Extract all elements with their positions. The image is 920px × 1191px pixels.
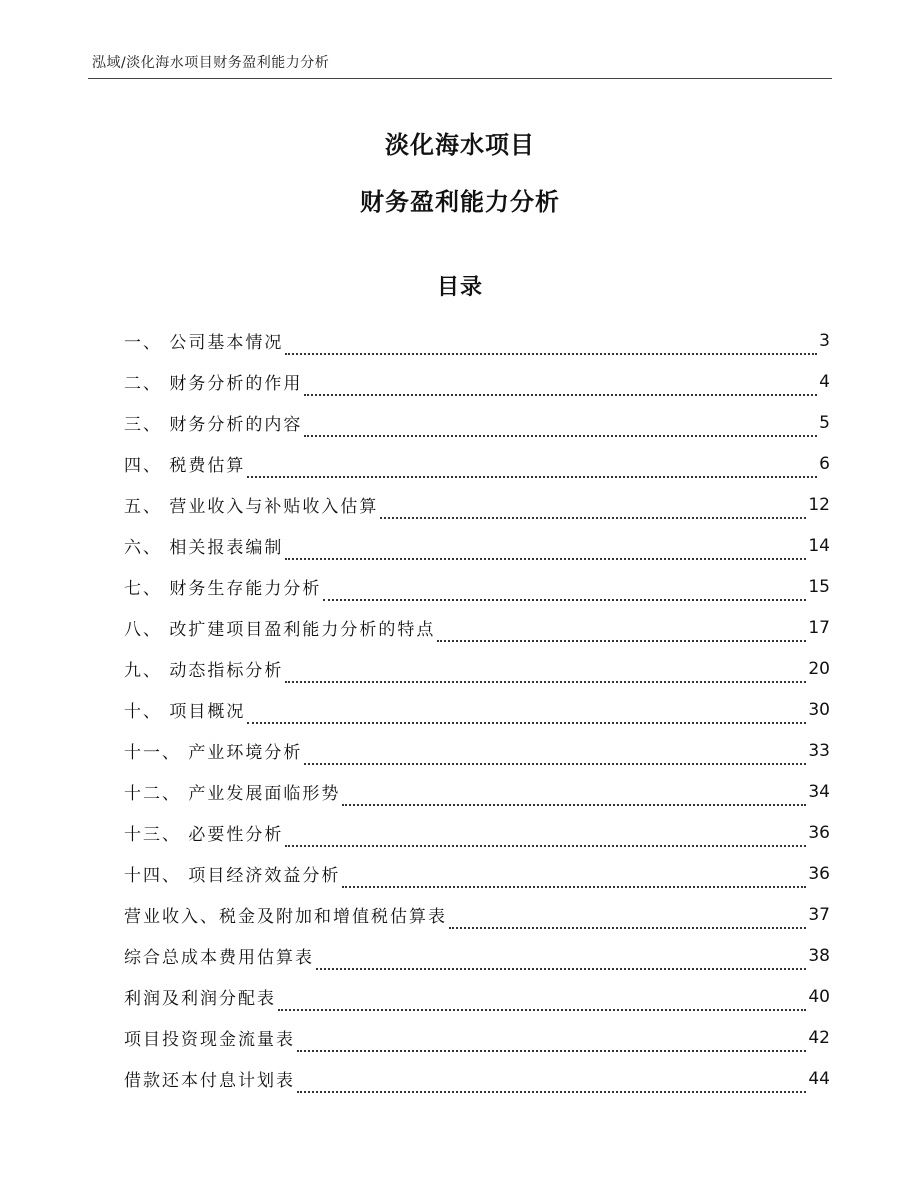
document-title-line-2: 财务盈利能力分析	[360, 188, 560, 216]
toc-entry[interactable]	[124, 525, 830, 566]
header-divider	[88, 78, 832, 79]
toc-dot-leader	[297, 1074, 806, 1093]
toc-entry-page-number: 36	[808, 863, 830, 884]
toc-entry-title: 营业收入、税金及附加和增值税估算表	[124, 907, 447, 927]
toc-entry[interactable]	[124, 443, 830, 484]
toc-entry-page-number: 33	[808, 740, 830, 761]
toc-entry[interactable]	[124, 853, 830, 894]
toc-entry-title: 三、 财务分析的内容	[124, 415, 303, 435]
toc-entry-page-number: 38	[808, 945, 830, 966]
toc-dot-leader	[380, 500, 806, 519]
toc-dot-leader	[285, 541, 806, 560]
toc-entry-page-number: 17	[808, 617, 830, 638]
toc-entry-page-number: 30	[808, 699, 830, 720]
toc-entry[interactable]	[124, 689, 830, 730]
toc-entry[interactable]	[124, 402, 830, 443]
toc-dot-leader	[297, 1033, 806, 1052]
toc-entry-title: 十二、 产业发展面临形势	[124, 784, 341, 804]
toc-entry-page-number: 14	[808, 535, 830, 556]
toc-entry-page-number: 36	[808, 822, 830, 843]
toc-dot-leader	[285, 664, 806, 683]
toc-entry-title: 五、 营业收入与补贴收入估算	[124, 497, 379, 517]
toc-dot-leader	[304, 377, 817, 396]
toc-entry-page-number: 20	[808, 658, 830, 679]
toc-entry-title: 十、 项目概况	[124, 702, 246, 722]
toc-entry-title: 十一、 产业环境分析	[124, 743, 303, 763]
toc-dot-leader	[285, 336, 817, 355]
toc-entry-page-number: 5	[819, 412, 830, 433]
toc-entry-page-number: 44	[808, 1068, 830, 1089]
toc-entry[interactable]	[124, 894, 830, 935]
toc-entry[interactable]	[124, 607, 830, 648]
toc-dot-leader	[278, 992, 806, 1011]
toc-entry[interactable]	[124, 1017, 830, 1058]
document-title-line-1: 淡化海水项目	[385, 131, 535, 159]
toc-heading: 目录	[436, 275, 483, 300]
toc-entry-title: 九、 动态指标分析	[124, 661, 284, 681]
toc-dot-leader	[316, 951, 806, 970]
table-of-contents	[124, 320, 830, 1099]
toc-dot-leader	[285, 828, 806, 847]
toc-dot-leader	[342, 787, 806, 806]
toc-entry-page-number: 15	[808, 576, 830, 597]
toc-entry[interactable]	[124, 566, 830, 607]
toc-entry[interactable]	[124, 484, 830, 525]
toc-dot-leader	[304, 418, 817, 437]
toc-entry-title: 十四、 项目经济效益分析	[124, 866, 341, 886]
toc-entry[interactable]	[124, 935, 830, 976]
toc-entry-page-number: 42	[808, 1027, 830, 1048]
toc-dot-leader	[437, 623, 806, 642]
toc-entry-page-number: 6	[819, 453, 830, 474]
toc-dot-leader	[247, 705, 806, 724]
toc-entry-title: 一、 公司基本情况	[124, 333, 284, 353]
toc-entry-title: 六、 相关报表编制	[124, 538, 284, 558]
toc-dot-leader	[304, 746, 806, 765]
toc-entry[interactable]	[124, 648, 830, 689]
toc-entry-title: 十三、 必要性分析	[124, 825, 284, 845]
toc-entry[interactable]	[124, 812, 830, 853]
running-header: 泓域/淡化海水项目财务盈利能力分析	[92, 55, 330, 71]
toc-dot-leader	[342, 869, 806, 888]
toc-dot-leader	[247, 459, 817, 478]
toc-entry-title: 七、 财务生存能力分析	[124, 579, 322, 599]
toc-entry-title: 综合总成本费用估算表	[124, 948, 314, 968]
toc-entry-page-number: 3	[819, 330, 830, 351]
toc-entry[interactable]	[124, 361, 830, 402]
toc-entry-title: 借款还本付息计划表	[124, 1071, 295, 1091]
toc-entry[interactable]	[124, 771, 830, 812]
toc-entry-title: 二、 财务分析的作用	[124, 374, 303, 394]
toc-entry-title: 八、 改扩建项目盈利能力分析的特点	[124, 620, 436, 640]
toc-entry-title: 利润及利润分配表	[124, 989, 276, 1009]
toc-entry-page-number: 4	[819, 371, 830, 392]
toc-entry-page-number: 37	[808, 904, 830, 925]
toc-entry[interactable]	[124, 976, 830, 1017]
toc-entry-title: 项目投资现金流量表	[124, 1030, 295, 1050]
toc-entry-page-number: 34	[808, 781, 830, 802]
toc-entry[interactable]	[124, 1058, 830, 1099]
toc-entry-title: 四、 税费估算	[124, 456, 246, 476]
toc-entry[interactable]	[124, 320, 830, 361]
toc-entry-page-number: 40	[808, 986, 830, 1007]
toc-entry[interactable]	[124, 730, 830, 771]
toc-dot-leader	[323, 582, 806, 601]
toc-entry-page-number: 12	[808, 494, 830, 515]
toc-dot-leader	[449, 910, 806, 929]
